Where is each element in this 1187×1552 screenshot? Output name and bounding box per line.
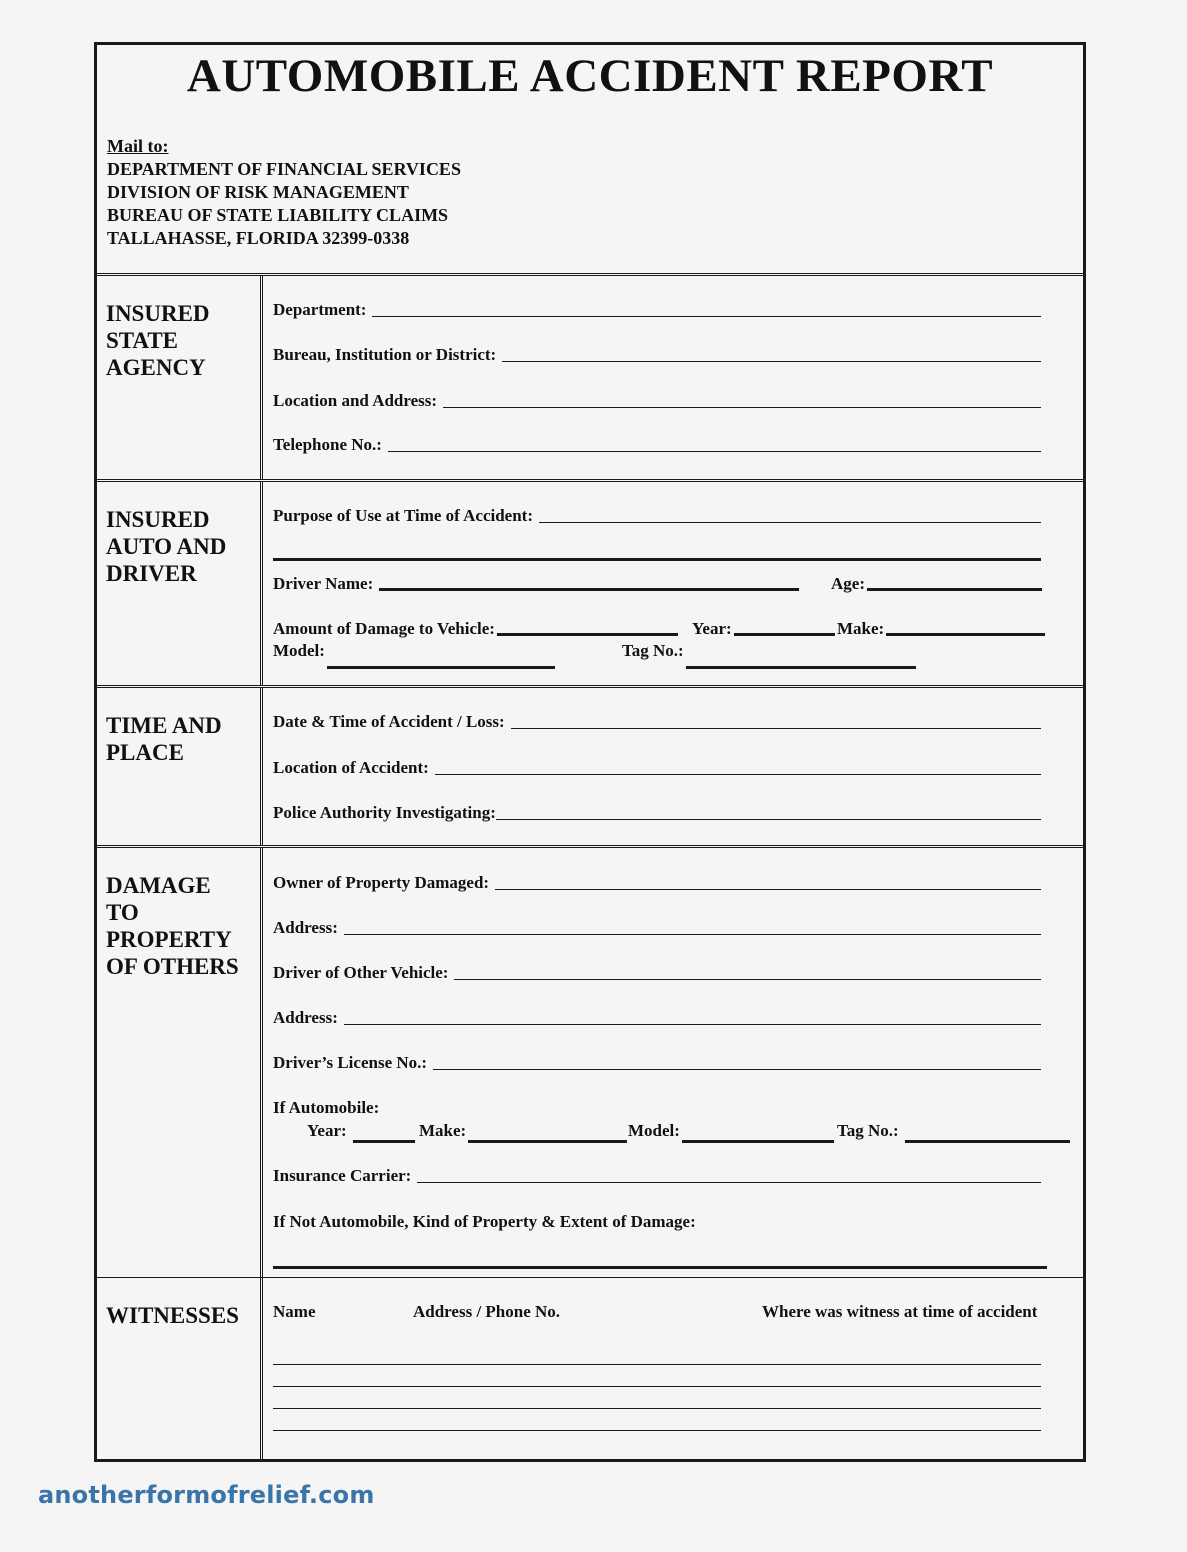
purpose-field[interactable]: Purpose of Use at Time of Accident:: [273, 506, 1041, 526]
section-damage-to-property: [97, 845, 1083, 1277]
section-insured-auto-driver: [97, 479, 1083, 685]
insurance-carrier-field[interactable]: Insurance Carrier:: [273, 1166, 1041, 1186]
if-automobile-label: If Automobile:: [273, 1098, 380, 1117]
witness-address-column-header: Address / Phone No.: [413, 1302, 561, 1321]
mail-line: TALLAHASSE, FLORIDA 32399-0338: [107, 228, 410, 248]
witness-line[interactable]: [273, 1408, 1041, 1409]
section-heading: TIME AND PLACE: [106, 713, 222, 765]
damage-amount-field[interactable]: Amount of Damage to Vehicle:: [273, 619, 678, 639]
section-insured-state-agency: [97, 273, 1083, 479]
mail-to-block: [107, 135, 461, 250]
police-authority-field[interactable]: Police Authority Investigating:: [273, 803, 1041, 823]
other-tag-field[interactable]: Tag No.:: [837, 1121, 1070, 1141]
bureau-field[interactable]: Bureau, Institution or District:: [273, 345, 1041, 365]
purpose-continuation-line[interactable]: [273, 558, 1041, 561]
site-watermark: anotherformofrelief.com: [38, 1481, 375, 1509]
witness-line[interactable]: [273, 1364, 1041, 1365]
section-heading: WITNESSES: [106, 1303, 239, 1328]
age-field[interactable]: Age:: [831, 574, 1042, 594]
drivers-license-field[interactable]: Driver’s License No.:: [273, 1053, 1041, 1073]
other-model-field[interactable]: Model:: [628, 1121, 834, 1141]
accident-location-field[interactable]: Location of Accident:: [273, 758, 1041, 778]
mail-to-label: Mail to:: [107, 136, 169, 156]
location-address-field[interactable]: Location and Address:: [273, 391, 1041, 411]
mail-line: DEPARTMENT OF FINANCIAL SERVICES: [107, 159, 461, 179]
tag-field[interactable]: Tag No.:: [622, 641, 916, 661]
other-driver-address-field[interactable]: Address:: [273, 1008, 1041, 1028]
witness-location-column-header: Where was witness at time of accident: [762, 1302, 1038, 1321]
other-driver-field[interactable]: Driver of Other Vehicle:: [273, 963, 1041, 983]
witness-name-column-header: Name: [273, 1302, 316, 1321]
form-title: AUTOMOBILE ACCIDENT REPORT: [186, 50, 994, 102]
department-field[interactable]: Department:: [273, 300, 1041, 320]
section-heading: INSURED STATE AGENCY: [106, 301, 210, 380]
property-damage-description-line[interactable]: [273, 1266, 1047, 1269]
section-heading: DAMAGE TO PROPERTY OF OTHERS: [106, 873, 239, 979]
telephone-field[interactable]: Telephone No.:: [273, 435, 1041, 455]
section-heading: INSURED AUTO AND DRIVER: [106, 507, 227, 586]
witness-line[interactable]: [273, 1386, 1041, 1387]
if-not-automobile-label: If Not Automobile, Kind of Property & Extent of Damage:: [273, 1212, 696, 1231]
mail-line: DIVISION OF RISK MANAGEMENT: [107, 182, 409, 202]
year-field[interactable]: Year:: [692, 619, 835, 639]
driver-name-field[interactable]: Driver Name:: [273, 574, 799, 594]
section-witnesses: [97, 1277, 1083, 1462]
owner-address-field[interactable]: Address:: [273, 918, 1041, 938]
property-owner-field[interactable]: Owner of Property Damaged:: [273, 873, 1041, 893]
section-time-and-place: [97, 685, 1083, 845]
other-year-field[interactable]: Year:: [307, 1121, 415, 1141]
other-make-field[interactable]: Make:: [419, 1121, 627, 1141]
make-field[interactable]: Make:: [837, 619, 1045, 639]
date-time-field[interactable]: Date & Time of Accident / Loss:: [273, 712, 1041, 732]
witness-line[interactable]: [273, 1430, 1041, 1431]
accident-report-form: [94, 42, 1086, 1462]
model-field[interactable]: Model:: [273, 641, 555, 661]
mail-line: BUREAU OF STATE LIABILITY CLAIMS: [107, 205, 449, 225]
